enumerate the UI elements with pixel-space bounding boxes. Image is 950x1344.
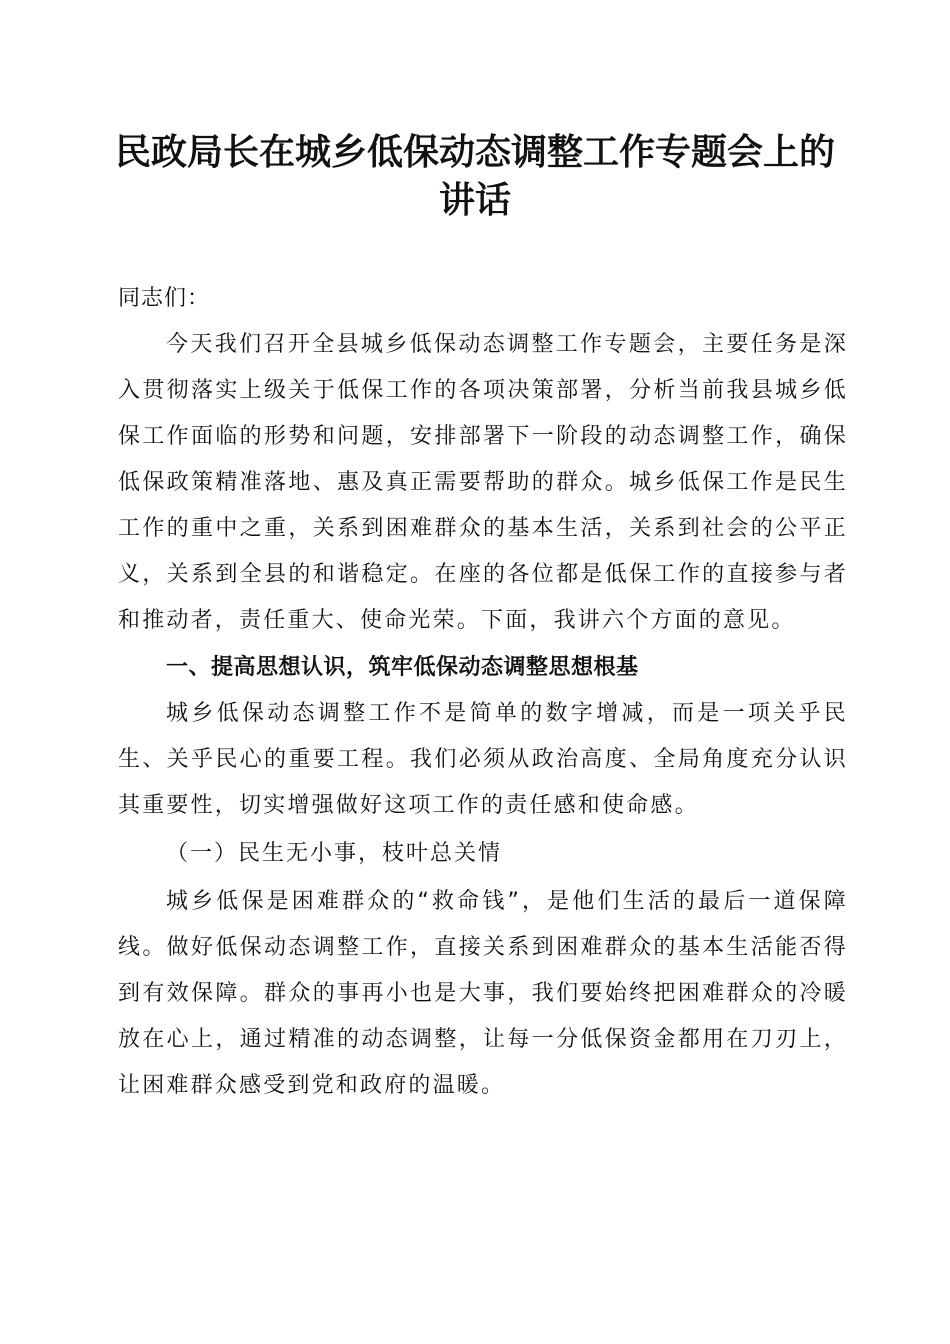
section-1-heading: 一、提高思想认识，筑牢低保动态调整思想根基 bbox=[166, 655, 639, 680]
title-line-2: 讲话 bbox=[438, 179, 511, 221]
section-1-paragraph: 城乡低保动态调整工作不是简单的数字增减，而是一项关乎民生、关乎民心的重要工程。我们必须从政治高度、全局角度充分认识其重要性，切实增强做好这项工作的责任感和使命感。 bbox=[118, 701, 848, 818]
subsection-1-heading: （一）民生无小事，枝叶总关情 bbox=[166, 841, 503, 866]
intro-paragraph: 今天我们召开全县城乡低保动态调整工作专题会，主要任务是深入贯彻落实上级关于低保工作的各项决策部署，分析当前我县城乡低保工作面临的形势和问题，安排部署下一阶段的动态调整工作，确保低保政策精准落地、惠及真正需要帮助的群众。城乡低保工作是民生工作的重中之重，关系到困难群众的基本生活，关系到社会的公平正义，关系到全县的和谐稳定。在座的各位都是低保工作的直接参与者和推动者，责任重大、使命光荣。下面，我讲六个方面的意见。 bbox=[118, 332, 848, 633]
title-line-1: 民政局长在城乡低保动态调整工作专题会上的 bbox=[114, 131, 835, 173]
subsection-1-paragraph: 城乡低保是困难群众的“救命钱”，是他们生活的最后一道保障线。做好低保动态调整工作，直接关系到困难群众的基本生活能否得到有效保障。群众的事再小也是大事，我们要始终把困难群众的冷暖放在心上，通过精准的动态调整，让每一分低保资金都用在刀刃上，让困难群众感受到党和政府的温暖。 bbox=[118, 889, 848, 1098]
document-title bbox=[60, 128, 890, 224]
document-body bbox=[118, 276, 848, 1109]
greeting: 同志们： bbox=[118, 286, 211, 311]
